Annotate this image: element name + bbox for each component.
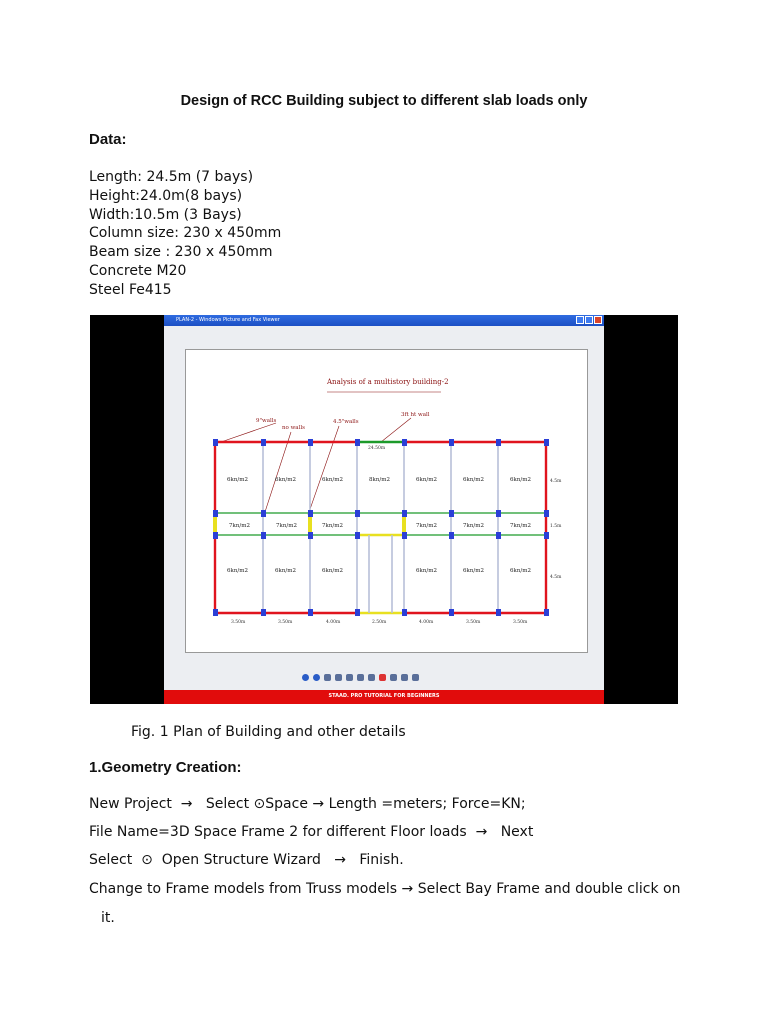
load-label: 6kn/m2 [510,477,531,483]
data-item-width: Width:10.5m (3 Bays) [89,206,242,223]
load-label: 6kn/m2 [322,477,343,483]
save-icon[interactable] [401,674,408,681]
arrow-icon: → [475,824,488,840]
step-file-name: File Name=3D Space Frame 2 for different Floor loads → Next [89,824,534,840]
load-label: 7kn/m2 [510,523,531,529]
zoom-out-icon[interactable] [368,674,375,681]
callout-45in-walls: 4.5"walls [333,419,359,425]
load-label: 6kn/m2 [463,568,484,574]
load-label: 6kn/m2 [322,568,343,574]
tutorial-banner [164,690,604,704]
callout-3ft-wall: 3ft ht wall [401,412,430,418]
dim-label: 4.00m [419,620,434,625]
load-label: 7kn/m2 [229,523,250,529]
dim-label: 4.5m [550,575,562,580]
print-icon[interactable] [390,674,397,681]
plan-figure [90,315,678,704]
load-label: 6kn/m2 [416,568,437,574]
plan-title: Analysis of a multistory building-2 [327,378,449,386]
plan-drawing [185,349,588,653]
data-item-column: Column size: 230 x 450mm [89,225,282,242]
arrow-icon: → [312,796,325,812]
arrow-icon: → [334,852,347,868]
step-open-wizard: Select ⊙ Open Structure Wizard → Finish. [89,852,404,868]
callout-no-walls: no walls [282,425,305,431]
callout-9in-walls: 9"walls [256,418,277,424]
data-item-concrete: Concrete M20 [89,262,187,279]
picture-viewer-window [164,315,604,704]
load-label: 6kn/m2 [227,568,248,574]
delete-icon[interactable] [379,674,386,681]
tutorial-banner-text: STAAD. PRO TUTORIAL FOR BEGINNERS [328,693,440,699]
step-new-project: New Project → Select ⊙Space → Length =meters; Force=KN; [89,796,526,812]
load-label: 7kn/m2 [463,523,484,529]
dim-label: 4.00m [326,620,341,625]
arrow-icon: → [180,796,193,812]
data-item-height: Height:24.0m(8 bays) [89,187,243,204]
data-list [89,168,281,300]
dim-label: 1.5m [550,524,562,529]
radio-selected-icon: ⊙ [141,852,153,868]
dim-label: 3.50m [278,620,293,625]
viewer-canvas [164,326,604,666]
step-frame-models-cont: it. [101,910,115,926]
next-icon[interactable] [313,674,320,681]
dim-label: 3.50m [231,620,246,625]
viewer-titlebar [164,315,604,326]
load-label: 6kn/m2 [275,477,296,483]
load-label: 6kn/m2 [227,477,248,483]
dim-label: 3.50m [513,620,528,625]
arrow-icon: → [401,881,414,897]
step-frame-models: Change to Frame models from Truss models → Select Bay Frame and double click on [89,881,681,897]
zoom-in-icon[interactable] [357,674,364,681]
load-label: 8kn/m2 [369,477,390,483]
previous-icon[interactable] [302,674,309,681]
data-item-length: Length: 24.5m (7 bays) [89,169,254,185]
help-icon[interactable] [412,674,419,681]
dim-label: 4.5m [550,479,562,484]
dim-overall: 24.50m [368,446,386,451]
close-icon[interactable] [594,316,602,324]
dim-label: 2.50m [372,620,387,625]
load-label: 6kn/m2 [510,568,531,574]
radio-selected-icon: ⊙ [253,796,266,812]
minimize-icon[interactable] [576,316,584,324]
load-label: 6kn/m2 [463,477,484,483]
load-label: 7kn/m2 [322,523,343,529]
best-fit-icon[interactable] [324,674,331,681]
maximize-icon[interactable] [585,316,593,324]
data-heading: Data: [89,131,127,148]
figure-caption: Fig. 1 Plan of Building and other details [131,724,406,740]
load-label: 7kn/m2 [416,523,437,529]
slideshow-icon[interactable] [346,674,353,681]
dim-label: 3.50m [466,620,481,625]
load-label: 6kn/m2 [416,477,437,483]
viewer-title: PLAN-2 - Windows Picture and Fax Viewer [176,317,280,323]
load-label: 6kn/m2 [275,568,296,574]
data-item-beam: Beam size : 230 x 450mm [89,244,273,261]
document-title: Design of RCC Building subject to different slab loads only [180,93,588,109]
viewer-toolbar [164,666,604,690]
actual-size-icon[interactable] [335,674,342,681]
geometry-heading: 1.Geometry Creation: [89,759,242,776]
data-item-steel: Steel Fe415 [89,281,172,298]
load-label: 7kn/m2 [276,523,297,529]
